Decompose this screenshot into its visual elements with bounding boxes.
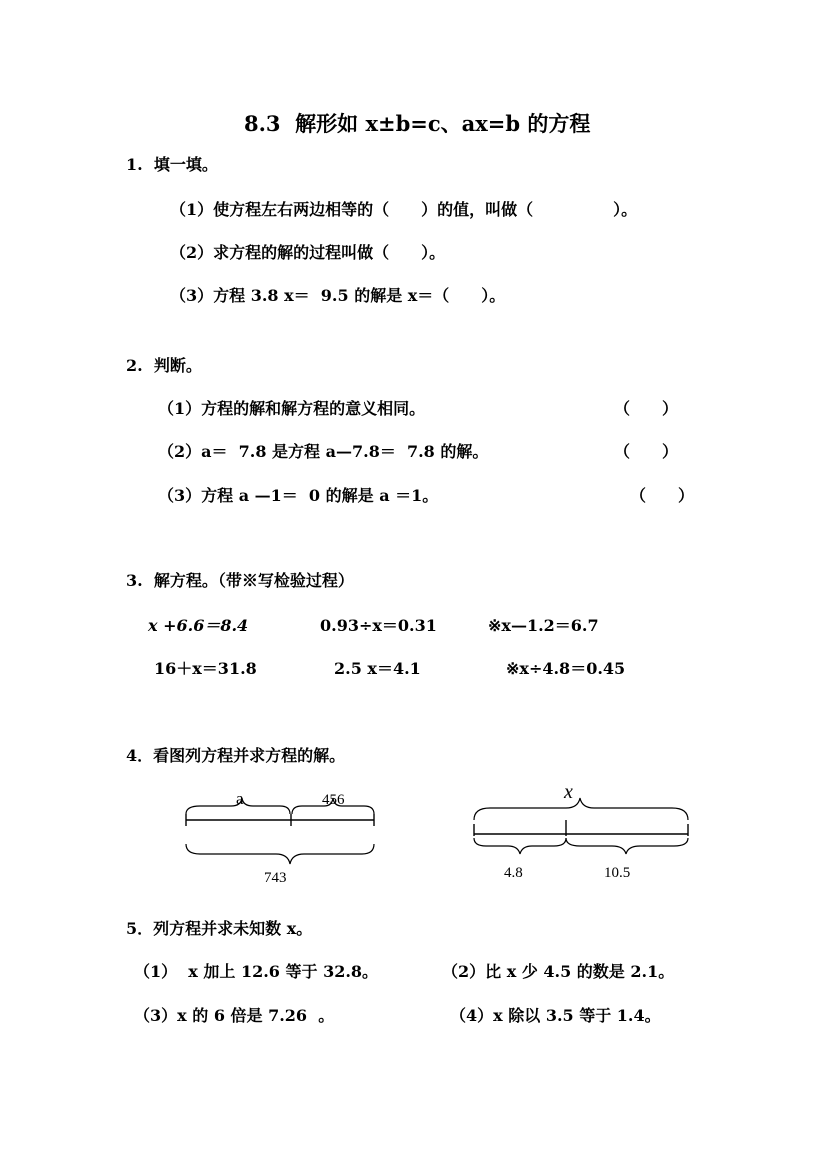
diagram-1-label-a: a [236,789,244,808]
diagram-1-label-456: 456 [322,792,345,808]
q2-answer-paren-2: （ ） [614,442,679,461]
q1-item-3: （3）方程 3.8 x＝ 9.5 的解是 x＝（ ）。 [170,286,506,305]
q3-heading: 3. 解方程。（带※写检验过程） [126,571,354,590]
q5-item-4: （4）x 除以 3.5 等于 1.4。 [450,1006,661,1025]
diagram-1-label-743: 743 [264,870,287,886]
q2-answer-paren-3: （ ） [630,486,695,505]
q3-equation-6: ※x÷4.8＝0.45 [506,659,626,678]
q3-equation-4: 16＋x＝31.8 [154,659,257,678]
segment-diagram-1 [176,784,386,890]
q2-heading: 2. 判断。 [126,356,202,375]
segment-diagram-2 [466,780,698,886]
q5-item-1: （1） x 加上 12.6 等于 32.8。 [134,962,379,981]
q3-equation-3: ※x—1.2＝6.7 [488,616,599,635]
diagram-2-label-4-8: 4.8 [504,865,523,881]
q1-item-1: （1）使方程左右两边相等的（ ）的值，叫做（ ）。 [170,200,638,219]
q4-heading: 4．看图列方程并求方程的解。 [126,746,346,765]
diagram-2-label-x: x [564,781,573,803]
q1-item-2: （2）求方程的解的过程叫做（ ）。 [170,243,446,262]
q2-answer-paren-1: （ ） [614,399,679,418]
q5-item-2: （2）比 x 少 4.5 的数是 2.1。 [442,962,675,981]
page-title: 8.3 解形如 x±b=c、ax=b 的方程 [244,111,591,136]
q2-item-1: （1）方程的解和解方程的意义相同。 [158,399,426,418]
diagram-2-label-10-5: 10.5 [604,865,631,881]
q2-item-2: （2）a＝ 7.8 是方程 a—7.8＝ 7.8 的解。 [158,442,489,461]
q3-equation-2: 0.93÷x＝0.31 [320,616,437,635]
q5-heading: 5．列方程并求未知数 x。 [126,919,313,938]
q1-heading: 1. 填一填。 [126,155,218,174]
q3-equation-5: 2.5 x＝4.1 [334,659,421,678]
q5-item-3: （3）x 的 6 倍是 7.26 。 [134,1006,335,1025]
q2-item-3: （3）方程 a —1＝ 0 的解是 a ＝1。 [158,486,439,505]
q3-equation-1: x +6.6＝8.4 [148,616,249,635]
